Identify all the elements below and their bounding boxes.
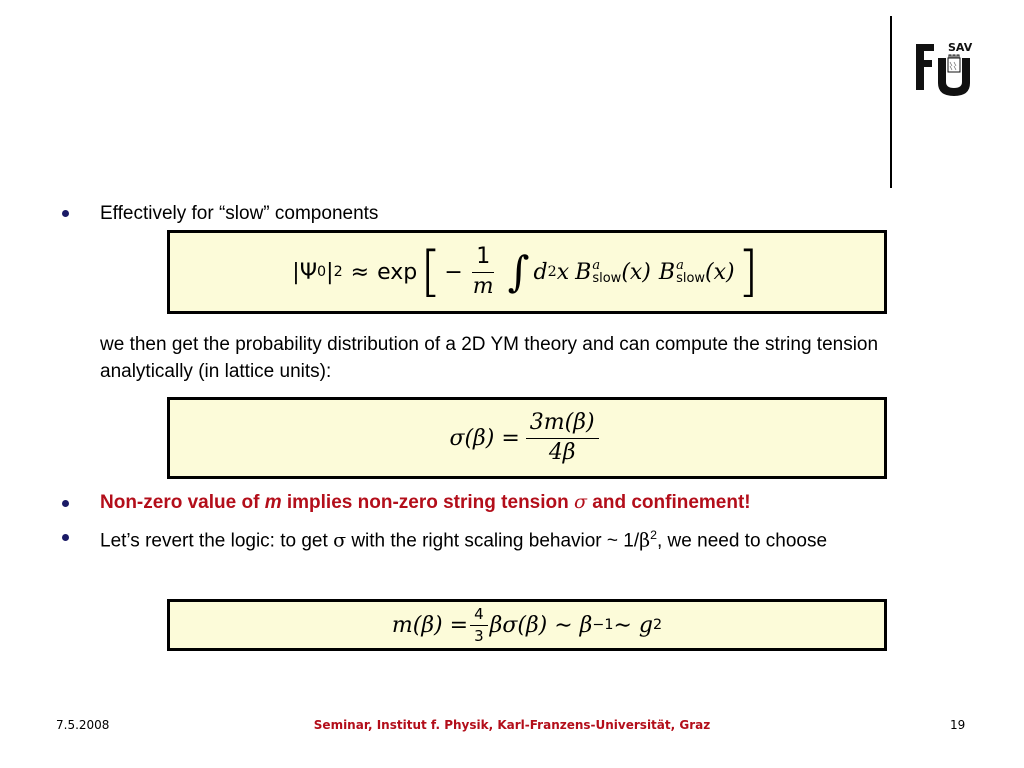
equation-box-psi xyxy=(167,230,887,314)
footer-title: Seminar, Institut f. Physik, Karl-Franzens-Universität, Graz xyxy=(313,718,711,732)
equation-mass: m(β) = $\frac{4}{3}$ βσ(β) ∼ β −1 ∼ g 2 xyxy=(391,605,663,645)
bullet-marker xyxy=(62,534,69,541)
paragraph-probability: we then get the probability distribution of a 2D YM theory and can compute the string tension analytically (in lattice units): xyxy=(100,334,879,382)
logo-text: SAV xyxy=(948,41,973,54)
footer-date: 7.5.2008 xyxy=(56,718,110,732)
equation-box-sigma xyxy=(167,397,887,479)
university-logo xyxy=(914,38,988,96)
equation-psi: |Ψ 0 | 2 ≈ exp [ − $\frac{1}{m}$ ∫ d 2 x B a slow (x) B a slow (x) ] xyxy=(292,240,759,303)
bullet-revert: Let’s revert the logic: to get σ with the right scaling behavior ~ $1/\beta^2$, we need to choose xyxy=(100,528,828,552)
bullet-marker xyxy=(62,210,69,217)
bullet-marker xyxy=(62,500,69,507)
equation-box-mass xyxy=(167,599,887,651)
header-divider xyxy=(890,16,892,188)
page-number: 19 xyxy=(950,718,966,732)
bullet-nonzero: Non-zero value of m implies non-zero string tension σ and confinement! xyxy=(100,491,751,513)
bullet-effectively: Effectively for “slow” components xyxy=(100,203,379,224)
equation-sigma: σ(β) = $\frac{3m(\beta)}{4\beta}$ xyxy=(449,411,604,464)
